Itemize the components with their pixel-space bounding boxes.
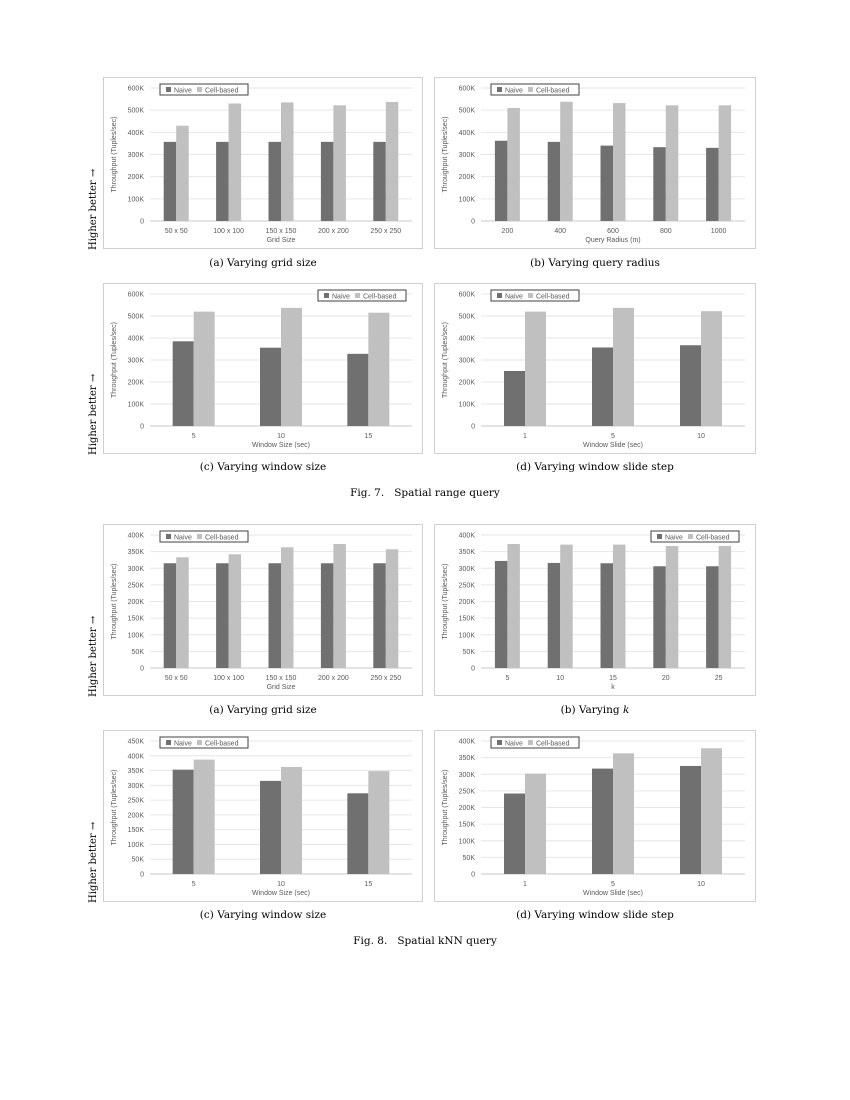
bar-naive	[373, 563, 386, 668]
y-tick-label: 250K	[127, 797, 144, 805]
x-tick-label: 150 x 150	[265, 228, 297, 235]
y-tick-label: 150K	[458, 821, 475, 829]
legend-swatch-cell-based	[528, 87, 533, 92]
bar-naive	[548, 142, 561, 221]
figure-7-label: Fig. 7.	[350, 487, 385, 499]
legend	[651, 531, 739, 542]
bar-cell-based	[507, 544, 520, 668]
bar-cell-based	[719, 105, 732, 221]
y-tick-label: 300K	[127, 152, 144, 159]
side-label-higher-better: Higher better →	[88, 615, 99, 697]
bar-naive	[321, 142, 334, 221]
legend-swatch-naive	[166, 740, 171, 745]
y-tick-label: 600K	[458, 85, 475, 93]
caption-7d: (d) Varying window slide step	[516, 461, 674, 473]
legend-entry-label: Naive	[505, 740, 523, 748]
caption-7a: (a) Varying grid size	[209, 257, 317, 269]
bar-naive	[347, 793, 368, 874]
legend-entry-label: Naive	[505, 293, 523, 301]
y-tick-label: 250K	[458, 788, 475, 796]
bar-cell-based	[281, 308, 302, 426]
x-tick-label: 800	[659, 228, 672, 235]
y-tick-label: 350K	[127, 549, 144, 557]
x-tick-label: 200 x 200	[318, 675, 349, 682]
caption-8b-k: k	[622, 704, 630, 716]
y-tick-label: 100K	[458, 196, 475, 204]
x-tick-label: 50 x 50	[164, 675, 188, 682]
x-tick-label: 15	[364, 433, 373, 440]
y-axis-label: Throughput (Tuples/sec)	[442, 769, 449, 846]
bar-naive	[601, 563, 614, 668]
x-tick-label: 10	[697, 433, 705, 440]
y-tick-label: 200K	[458, 599, 475, 606]
y-tick-label: 300K	[458, 152, 475, 159]
y-axis-label: Throughput (Tuples/sec)	[442, 322, 449, 398]
y-tick-label: 600K	[458, 291, 475, 299]
figure-8-label: Fig. 8.	[353, 935, 388, 947]
y-tick-label: 250K	[458, 582, 475, 590]
bar-cell-based	[701, 311, 722, 426]
bar-cell-based	[333, 544, 346, 668]
bar-naive	[164, 563, 177, 668]
x-axis-label: Window Slide (sec)	[583, 890, 643, 897]
legend-swatch-cell-based	[197, 534, 202, 539]
y-tick-label: 400K	[458, 335, 475, 343]
bar-cell-based	[613, 753, 634, 874]
y-tick-label: 50K	[131, 648, 144, 656]
y-tick-label: 0	[140, 218, 144, 226]
bar-naive	[495, 561, 508, 668]
bar-cell-based	[666, 105, 679, 221]
y-tick-label: 200K	[127, 174, 144, 182]
caption-8a: (a) Varying grid size	[209, 704, 317, 716]
y-tick-label: 0	[140, 871, 144, 879]
x-tick-label: 10	[697, 881, 705, 888]
figure-7-caption	[0, 487, 850, 499]
chart-8a	[104, 525, 424, 697]
y-tick-label: 400K	[127, 753, 144, 761]
bar-naive	[173, 341, 194, 426]
x-tick-label: 50 x 50	[164, 228, 188, 235]
side-label-higher-better: Higher better →	[88, 168, 99, 250]
legend	[160, 84, 248, 95]
x-tick-label: 1	[523, 881, 527, 888]
bar-naive	[653, 566, 666, 668]
bar-naive	[216, 142, 229, 221]
y-tick-label: 300K	[127, 782, 144, 790]
x-tick-label: 100 x 100	[213, 675, 244, 682]
chart-panel-8d	[434, 730, 756, 902]
y-tick-label: 200K	[458, 174, 475, 182]
x-axis-label: Window Size (sec)	[252, 890, 310, 897]
y-tick-label: 600K	[127, 85, 144, 93]
y-tick-label: 500K	[127, 313, 144, 321]
legend-entry-label: Naive	[505, 87, 523, 95]
y-tick-label: 500K	[458, 107, 475, 115]
chart-panel-8c	[103, 730, 423, 902]
y-tick-label: 100K	[458, 838, 475, 846]
chart-panel-7d	[434, 283, 756, 454]
y-tick-label: 500K	[458, 313, 475, 321]
y-tick-label: 0	[471, 218, 475, 226]
y-tick-label: 50K	[131, 856, 144, 864]
bar-cell-based	[368, 313, 389, 426]
legend-swatch-cell-based	[197, 740, 202, 745]
legend-swatch-cell-based	[197, 87, 202, 92]
y-tick-label: 350K	[127, 768, 144, 776]
legend-swatch-naive	[657, 534, 662, 539]
y-tick-label: 0	[140, 665, 144, 673]
y-tick-label: 300K	[458, 565, 475, 573]
bar-cell-based	[281, 102, 294, 221]
bar-cell-based	[613, 308, 634, 426]
y-tick-label: 200K	[458, 379, 475, 387]
x-axis-label: k	[611, 684, 615, 691]
legend	[491, 737, 579, 748]
y-tick-label: 250K	[127, 582, 144, 590]
caption-8d: (d) Varying window slide step	[516, 909, 674, 921]
legend-entry-label: Naive	[332, 293, 350, 301]
legend-swatch-naive	[166, 534, 171, 539]
x-tick-label: 25	[714, 675, 723, 682]
chart-panel-8b	[434, 524, 756, 696]
legend-swatch-naive	[497, 87, 502, 92]
bar-cell-based	[176, 557, 189, 668]
bar-cell-based	[701, 748, 722, 874]
legend-entry-label: Naive	[665, 534, 683, 542]
y-axis-label: Throughput (Tuples/sec)	[111, 322, 118, 398]
bar-cell-based	[386, 102, 399, 221]
legend-entry-label: Cell-based	[205, 740, 239, 748]
y-tick-label: 100K	[127, 196, 144, 204]
chart-7c	[104, 284, 424, 455]
y-tick-label: 0	[140, 423, 144, 431]
chart-8c	[104, 731, 424, 903]
bar-naive	[260, 348, 281, 426]
x-tick-label: 200	[501, 228, 514, 235]
y-tick-label: 350K	[458, 755, 475, 763]
bar-naive	[592, 347, 613, 426]
chart-panel-7a	[103, 77, 423, 249]
x-tick-label: 10	[556, 675, 565, 682]
y-axis-label: Throughput (Tuples/sec)	[111, 116, 118, 193]
y-tick-label: 100K	[458, 632, 475, 640]
bar-cell-based	[281, 767, 302, 874]
bar-cell-based	[560, 102, 573, 221]
x-tick-label: 100 x 100	[213, 228, 244, 235]
y-tick-label: 300K	[458, 771, 475, 779]
legend	[491, 84, 579, 95]
legend-entry-label: Naive	[174, 740, 192, 748]
bar-cell-based	[560, 545, 573, 668]
y-tick-label: 400K	[458, 738, 475, 746]
y-tick-label: 0	[471, 871, 475, 879]
caption-8b: (b) Varying k	[560, 704, 630, 716]
bar-cell-based	[666, 546, 679, 668]
x-axis-label: Grid Size	[266, 684, 296, 691]
bar-naive	[680, 345, 701, 426]
chart-7b	[435, 78, 757, 250]
bar-naive	[260, 781, 281, 874]
bar-naive	[653, 147, 666, 221]
chart-7a	[104, 78, 424, 250]
y-tick-label: 100K	[127, 841, 144, 849]
y-axis-label: Throughput (Tuples/sec)	[442, 116, 449, 193]
legend-swatch-cell-based	[355, 293, 360, 298]
chart-panel-7b	[434, 77, 756, 249]
bar-naive	[347, 354, 368, 426]
bar-naive	[592, 769, 613, 874]
caption-7c: (c) Varying window size	[199, 461, 327, 473]
legend-swatch-naive	[166, 87, 171, 92]
legend-swatch-cell-based	[688, 534, 693, 539]
y-tick-label: 150K	[458, 615, 475, 623]
y-tick-label: 150K	[127, 827, 144, 835]
x-tick-label: 5	[611, 433, 615, 440]
x-tick-label: 150 x 150	[265, 675, 297, 682]
bar-cell-based	[194, 760, 215, 874]
y-axis-label: Throughput (Tuples/sec)	[111, 563, 118, 640]
bar-cell-based	[194, 312, 215, 426]
figure-8-title: Spatial kNN query	[397, 935, 497, 947]
y-axis-label: Throughput (Tuples/sec)	[442, 563, 449, 640]
legend-entry-label: Cell-based	[205, 87, 239, 95]
x-tick-label: 200 x 200	[318, 228, 349, 235]
y-tick-label: 300K	[458, 357, 475, 365]
y-tick-label: 300K	[127, 565, 144, 573]
bar-naive	[373, 142, 386, 221]
legend	[160, 737, 248, 748]
x-tick-label: 20	[661, 675, 670, 682]
legend-swatch-naive	[324, 293, 329, 298]
x-axis-label: Window Slide (sec)	[583, 442, 643, 449]
x-tick-label: 10	[277, 881, 285, 888]
chart-8b	[435, 525, 757, 697]
y-tick-label: 100K	[127, 632, 144, 640]
bar-cell-based	[386, 549, 399, 668]
x-tick-label: 1	[523, 433, 527, 440]
y-tick-label: 200K	[127, 599, 144, 606]
y-tick-label: 0	[471, 423, 475, 431]
x-tick-label: 250 x 250	[370, 675, 402, 682]
x-tick-label: 1000	[710, 228, 727, 235]
y-tick-label: 200K	[458, 805, 475, 812]
chart-8d	[435, 731, 757, 903]
x-tick-label: 10	[277, 433, 285, 440]
x-tick-label: 250 x 250	[370, 228, 402, 235]
y-tick-label: 0	[471, 665, 475, 673]
legend-entry-label: Cell-based	[536, 87, 570, 95]
bar-cell-based	[525, 312, 546, 426]
y-axis-label: Throughput (Tuples/sec)	[111, 769, 118, 846]
x-tick-label: 600	[607, 228, 619, 235]
bar-naive	[706, 566, 719, 668]
y-tick-label: 400K	[127, 129, 144, 137]
x-tick-label: 5	[505, 675, 510, 682]
x-tick-label: 15	[364, 881, 373, 888]
bar-naive	[269, 142, 282, 221]
x-axis-label: Grid Size	[266, 237, 296, 244]
bar-cell-based	[525, 774, 546, 874]
legend-swatch-naive	[497, 740, 502, 745]
bar-naive	[164, 142, 177, 221]
x-axis-label: Query Radius (m)	[585, 237, 641, 244]
chart-panel-8a	[103, 524, 423, 696]
y-tick-label: 400K	[458, 129, 475, 137]
caption-7b: (b) Varying query radius	[530, 257, 660, 269]
chart-panel-7c	[103, 283, 423, 454]
y-tick-label: 350K	[458, 549, 475, 557]
bar-naive	[601, 146, 614, 221]
bar-naive	[321, 563, 334, 668]
bar-cell-based	[368, 771, 389, 874]
side-label-higher-better: Higher better →	[88, 373, 99, 455]
bar-naive	[680, 766, 701, 874]
y-tick-label: 100K	[458, 401, 475, 409]
legend-entry-label: Cell-based	[696, 534, 730, 542]
legend	[318, 290, 406, 301]
bar-naive	[216, 563, 229, 668]
figure-8-caption	[0, 935, 850, 947]
bar-naive	[173, 770, 194, 874]
x-tick-label: 15	[609, 675, 617, 682]
bar-cell-based	[613, 545, 626, 668]
y-tick-label: 400K	[458, 532, 475, 540]
y-tick-label: 100K	[127, 401, 144, 409]
bar-naive	[706, 148, 719, 221]
y-tick-label: 600K	[127, 291, 144, 299]
x-tick-label: 5	[191, 433, 196, 440]
y-tick-label: 200K	[127, 812, 144, 820]
y-tick-label: 50K	[462, 854, 475, 862]
bar-cell-based	[507, 108, 520, 221]
legend-entry-label: Cell-based	[536, 293, 570, 301]
legend	[160, 531, 248, 542]
bar-cell-based	[229, 104, 242, 221]
y-tick-label: 400K	[127, 532, 144, 540]
bar-cell-based	[281, 547, 294, 668]
bar-cell-based	[719, 546, 732, 668]
y-tick-label: 200K	[127, 379, 144, 387]
y-tick-label: 450K	[127, 738, 144, 746]
bar-cell-based	[229, 554, 242, 668]
legend-swatch-cell-based	[528, 740, 533, 745]
bar-naive	[504, 794, 525, 874]
legend-entry-label: Cell-based	[205, 534, 239, 542]
y-tick-label: 300K	[127, 357, 144, 365]
bar-cell-based	[613, 103, 626, 221]
bar-cell-based	[176, 126, 189, 221]
x-tick-label: 400	[554, 228, 567, 235]
y-tick-label: 150K	[127, 615, 144, 623]
y-tick-label: 50K	[462, 648, 475, 656]
y-tick-label: 400K	[127, 335, 144, 343]
legend-entry-label: Naive	[174, 87, 192, 95]
legend-entry-label: Cell-based	[363, 293, 397, 301]
x-axis-label: Window Size (sec)	[252, 442, 310, 449]
figure-7-title: Spatial range query	[394, 487, 500, 499]
chart-7d	[435, 284, 757, 455]
bar-naive	[495, 141, 508, 221]
legend-swatch-naive	[497, 293, 502, 298]
legend-swatch-cell-based	[528, 293, 533, 298]
bar-naive	[269, 563, 282, 668]
y-tick-label: 500K	[127, 107, 144, 115]
bar-naive	[504, 371, 525, 426]
legend-entry-label: Naive	[174, 534, 192, 542]
side-label-higher-better: Higher better →	[88, 821, 99, 903]
x-tick-label: 5	[611, 881, 615, 888]
bar-cell-based	[333, 105, 346, 221]
bar-naive	[548, 563, 561, 668]
caption-8c: (c) Varying window size	[199, 909, 327, 921]
legend	[491, 290, 579, 301]
legend-entry-label: Cell-based	[536, 740, 570, 748]
x-tick-label: 5	[191, 881, 196, 888]
